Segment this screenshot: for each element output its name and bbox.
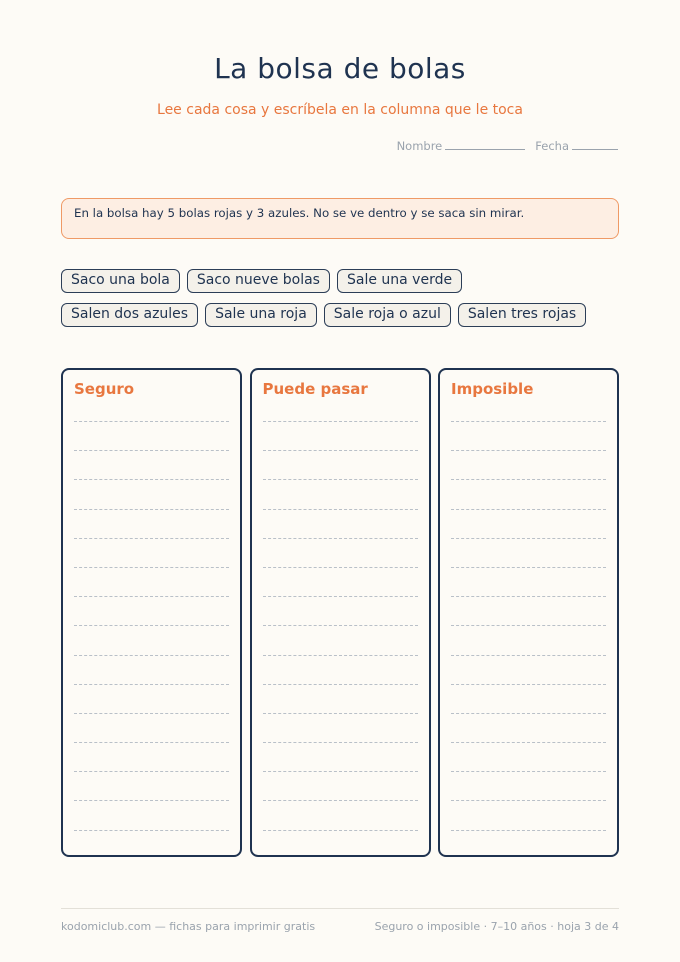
column-seguro[interactable] — [61, 368, 242, 857]
writing-line[interactable] — [74, 771, 229, 800]
writing-line[interactable] — [263, 684, 418, 713]
writing-line[interactable] — [74, 509, 229, 538]
writing-line[interactable] — [74, 655, 229, 684]
writing-line[interactable] — [74, 830, 229, 859]
footer-page-info: Seguro o imposible · 7–10 años · hoja 3 de 4 — [374, 920, 619, 933]
date-blank[interactable] — [572, 140, 618, 150]
writing-line[interactable] — [74, 742, 229, 771]
writing-line[interactable] — [263, 625, 418, 654]
chip-salen-tres-rojas[interactable]: Salen tres rojas — [458, 303, 586, 327]
name-field[interactable] — [397, 139, 526, 153]
writing-lines[interactable] — [263, 421, 418, 859]
writing-line[interactable] — [74, 684, 229, 713]
writing-line[interactable] — [451, 830, 606, 859]
writing-line[interactable] — [74, 538, 229, 567]
column-title: Puede pasar — [262, 380, 368, 398]
writing-line[interactable] — [451, 596, 606, 625]
footer-divider — [61, 908, 619, 909]
writing-line[interactable] — [263, 713, 418, 742]
writing-line[interactable] — [263, 742, 418, 771]
writing-line[interactable] — [74, 567, 229, 596]
chip-saco-nueve-bolas[interactable]: Saco nueve bolas — [187, 269, 330, 293]
writing-line[interactable] — [263, 771, 418, 800]
writing-line[interactable] — [451, 479, 606, 508]
writing-line[interactable] — [451, 450, 606, 479]
writing-line[interactable] — [74, 421, 229, 450]
writing-line[interactable] — [263, 509, 418, 538]
name-label: Nombre — [396, 139, 443, 153]
chip-sale-una-roja[interactable]: Sale una roja — [205, 303, 317, 327]
writing-line[interactable] — [451, 713, 606, 742]
writing-line[interactable] — [74, 800, 229, 829]
writing-line[interactable] — [451, 509, 606, 538]
sorting-columns — [61, 368, 619, 857]
name-blank[interactable] — [445, 140, 525, 150]
writing-line[interactable] — [263, 567, 418, 596]
chip-salen-dos-azules[interactable]: Salen dos azules — [61, 303, 198, 327]
writing-line[interactable] — [74, 625, 229, 654]
writing-line[interactable] — [451, 421, 606, 450]
word-bank-row — [61, 269, 621, 293]
writing-line[interactable] — [451, 538, 606, 567]
page-title: La bolsa de bolas — [214, 52, 466, 85]
writing-line[interactable] — [451, 684, 606, 713]
writing-line[interactable] — [451, 655, 606, 684]
footer-site: kodomiclub.com — fichas para imprimir gratis — [61, 920, 316, 933]
writing-line[interactable] — [74, 450, 229, 479]
column-title: Imposible — [451, 380, 534, 398]
writing-line[interactable] — [263, 421, 418, 450]
column-imposible[interactable] — [438, 368, 619, 857]
word-bank-row — [61, 303, 621, 327]
name-date-fields — [397, 139, 618, 153]
writing-line[interactable] — [263, 655, 418, 684]
writing-line[interactable] — [74, 713, 229, 742]
writing-line[interactable] — [451, 742, 606, 771]
writing-line[interactable] — [263, 830, 418, 859]
writing-line[interactable] — [451, 625, 606, 654]
writing-line[interactable] — [451, 771, 606, 800]
problem-statement: En la bolsa hay 5 bolas rojas y 3 azules. No se ve dentro y se saca sin mirar. — [61, 198, 619, 239]
writing-line[interactable] — [74, 479, 229, 508]
chip-sale-una-verde[interactable]: Sale una verde — [337, 269, 462, 293]
column-title: Seguro — [74, 380, 135, 398]
writing-line[interactable] — [263, 450, 418, 479]
chip-saco-una-bola[interactable]: Saco una bola — [61, 269, 180, 293]
writing-lines[interactable] — [74, 421, 229, 859]
writing-line[interactable] — [451, 800, 606, 829]
date-field[interactable] — [535, 139, 618, 153]
writing-line[interactable] — [263, 596, 418, 625]
word-bank — [61, 269, 621, 337]
writing-line[interactable] — [263, 479, 418, 508]
writing-line[interactable] — [263, 538, 418, 567]
writing-line[interactable] — [263, 800, 418, 829]
date-label: Fecha — [535, 139, 569, 153]
writing-lines[interactable] — [451, 421, 606, 859]
page-subtitle: Lee cada cosa y escríbela en la columna que le toca — [157, 102, 523, 118]
writing-line[interactable] — [74, 596, 229, 625]
chip-sale-roja-o-azul[interactable]: Sale roja o azul — [324, 303, 451, 327]
writing-line[interactable] — [451, 567, 606, 596]
column-puede-pasar[interactable] — [250, 368, 431, 857]
